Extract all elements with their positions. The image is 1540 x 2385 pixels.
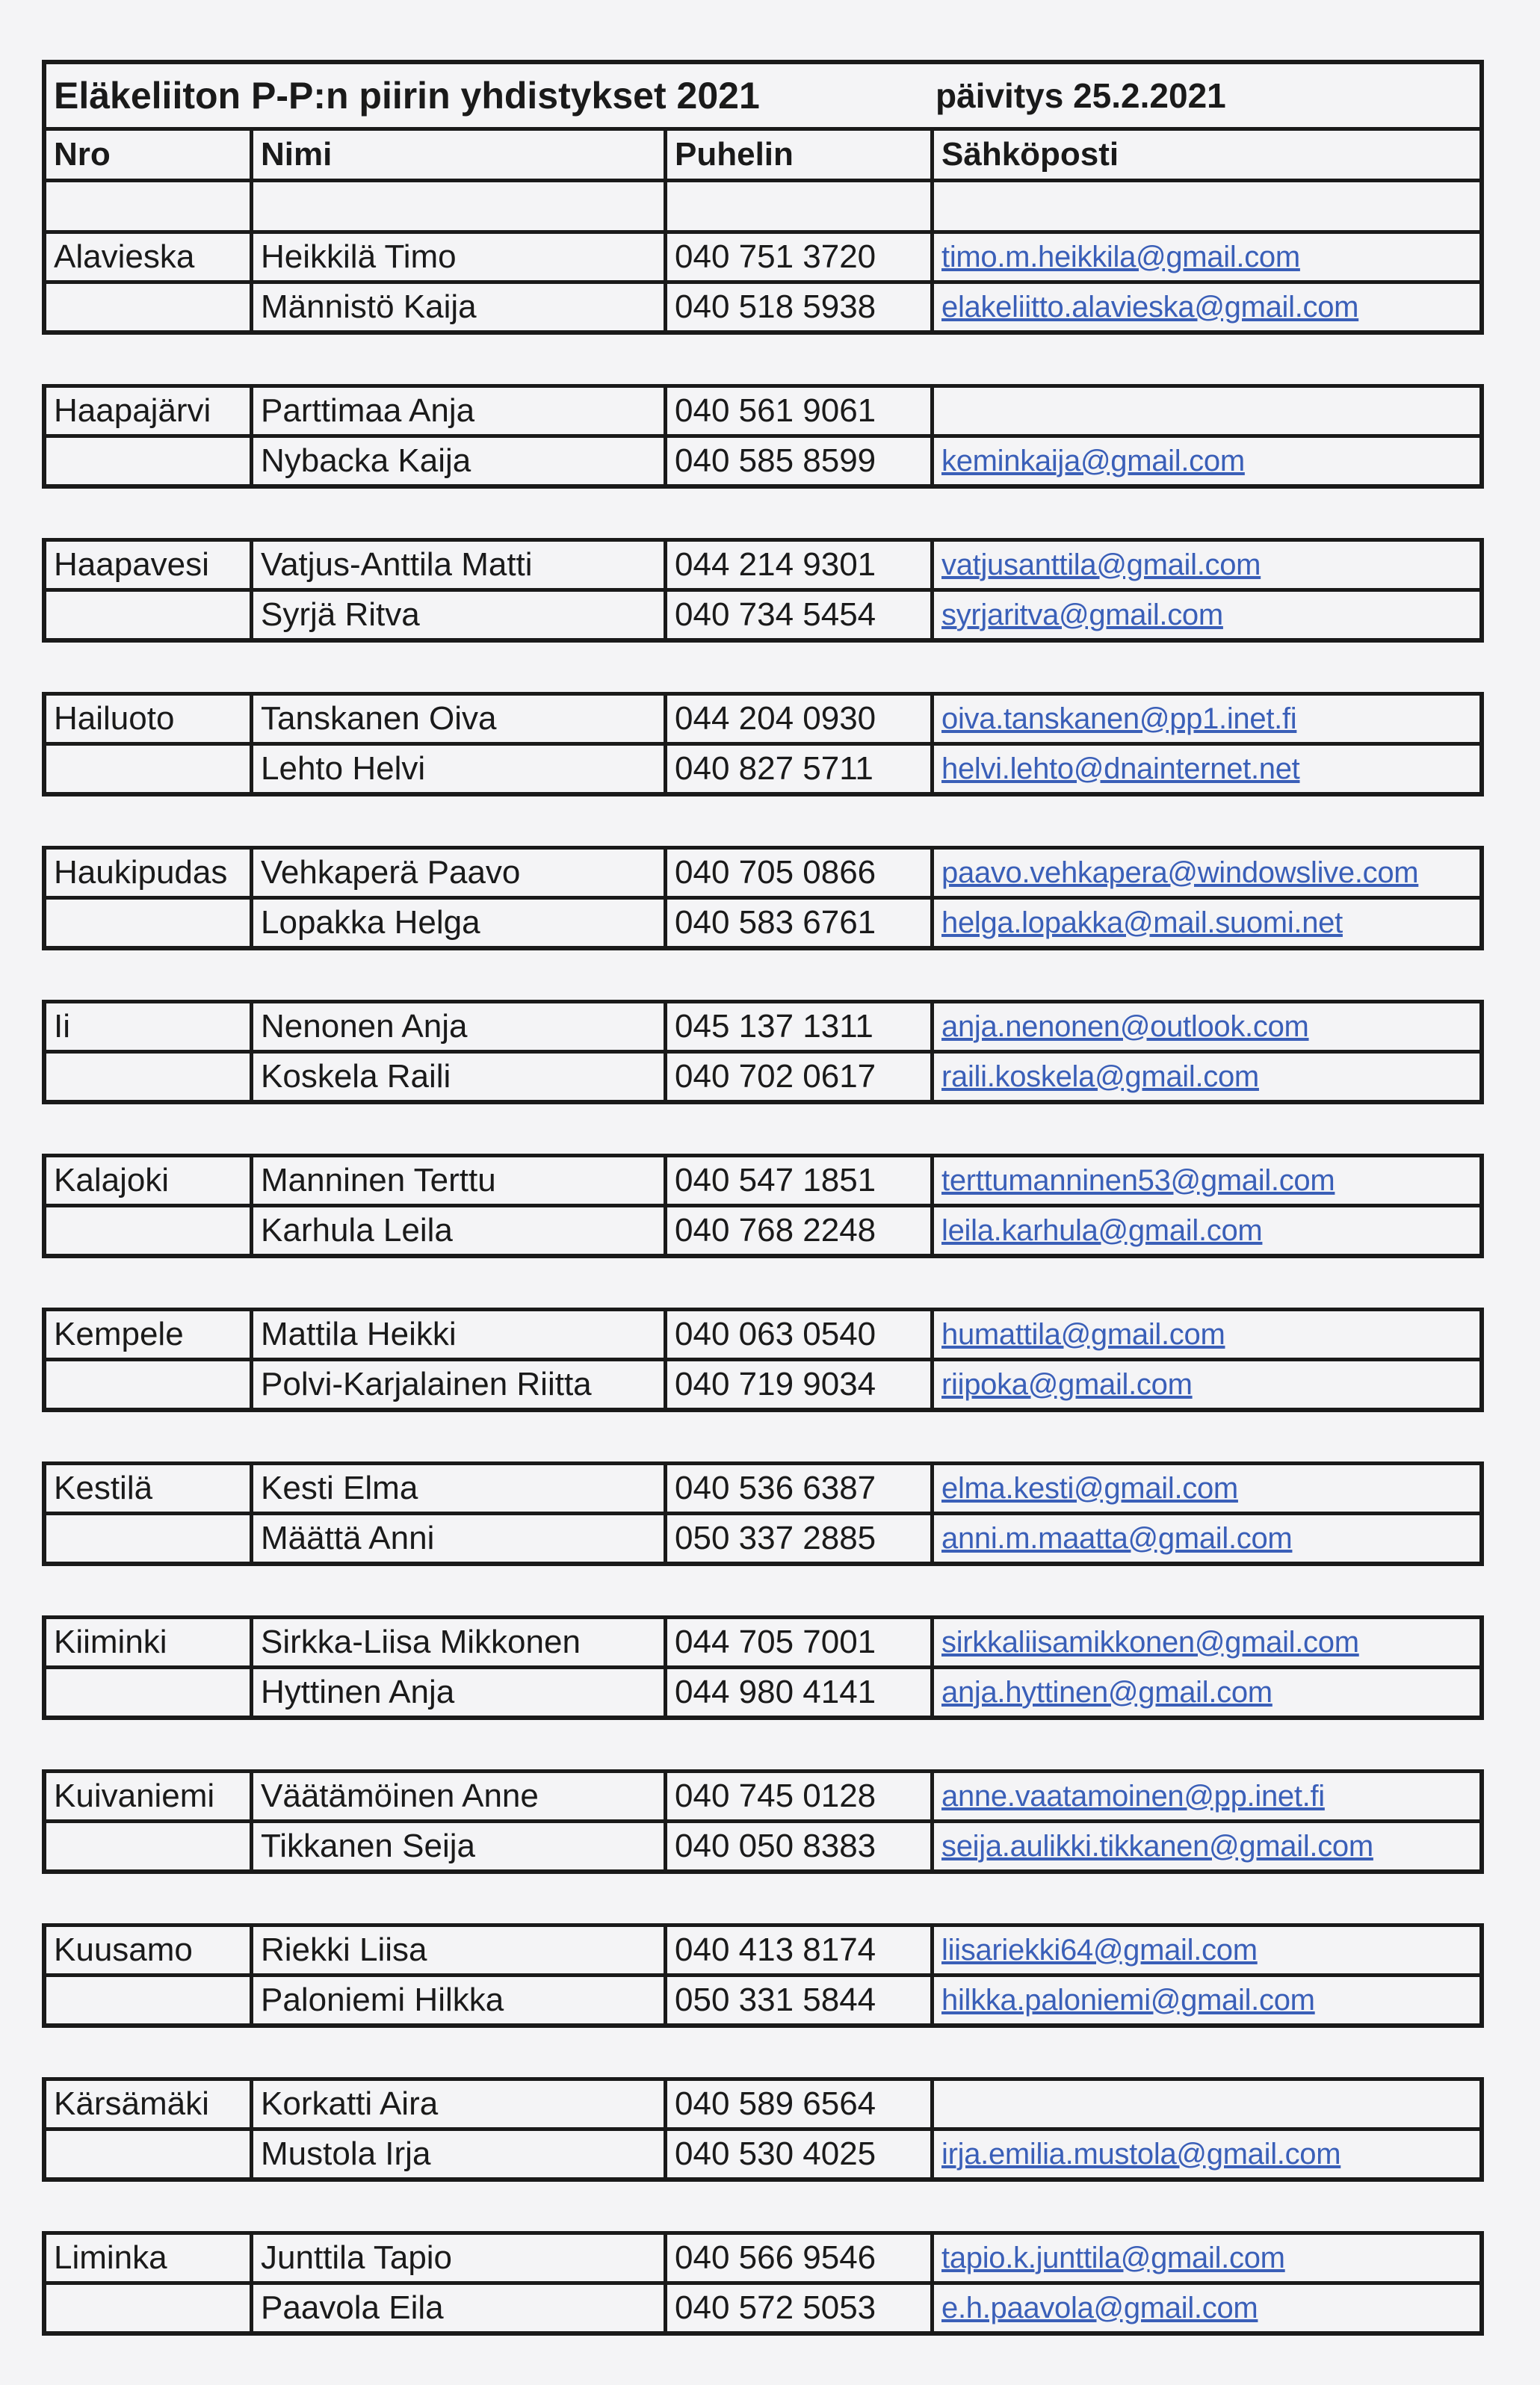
empty-cell bbox=[46, 900, 253, 946]
email-cell bbox=[934, 1823, 1479, 1869]
email-cell bbox=[934, 746, 1479, 792]
table-row bbox=[46, 1515, 1479, 1562]
update-date: päivitys 25.2.2021 bbox=[936, 76, 1226, 115]
email-link[interactable]: timo.m.heikkila@gmail.com bbox=[941, 240, 1300, 273]
person-name: Männistö Kaija bbox=[253, 284, 667, 330]
email-cell bbox=[934, 542, 1479, 588]
email-link[interactable]: e.h.paavola@gmail.com bbox=[941, 2291, 1258, 2324]
association-name: Alavieska bbox=[46, 234, 253, 280]
email-link[interactable]: paavo.vehkapera@windowslive.com bbox=[941, 856, 1419, 889]
association-group bbox=[42, 846, 1484, 950]
email-link[interactable]: terttumanninen53@gmail.com bbox=[941, 1163, 1335, 1197]
person-name: Koskela Raili bbox=[253, 1054, 667, 1100]
phone-number: 040 719 9034 bbox=[667, 1361, 934, 1408]
table-row bbox=[46, 1823, 1479, 1869]
table-row bbox=[46, 284, 1479, 330]
email-link[interactable]: anni.m.maatta@gmail.com bbox=[941, 1521, 1293, 1555]
empty-cell bbox=[253, 182, 667, 230]
association-groups bbox=[42, 234, 1484, 2336]
association-group bbox=[42, 2231, 1484, 2336]
person-name: Karhula Leila bbox=[253, 1207, 667, 1254]
email-link[interactable]: humattila@gmail.com bbox=[941, 1317, 1225, 1351]
email-link[interactable]: anne.vaatamoinen@pp.inet.fi bbox=[941, 1779, 1325, 1813]
phone-number: 040 536 6387 bbox=[667, 1465, 934, 1512]
email-cell bbox=[934, 284, 1479, 330]
association-contact-sheet bbox=[42, 60, 1484, 2385]
column-header-row bbox=[46, 131, 1479, 182]
email-cell bbox=[934, 850, 1479, 896]
table-row bbox=[46, 1669, 1479, 1716]
email-cell bbox=[934, 1157, 1479, 1204]
empty-cell bbox=[46, 2131, 253, 2177]
phone-number: 040 705 0866 bbox=[667, 850, 934, 896]
empty-cell bbox=[46, 1054, 253, 1100]
person-name: Vatjus-Anttila Matti bbox=[253, 542, 667, 588]
association-name: Kärsämäki bbox=[46, 2081, 253, 2127]
email-cell bbox=[934, 1311, 1479, 1358]
email-cell bbox=[934, 1669, 1479, 1716]
email-link[interactable]: elakeliitto.alavieska@gmail.com bbox=[941, 290, 1359, 324]
phone-number: 040 547 1851 bbox=[667, 1157, 934, 1204]
association-name: Kuivaniemi bbox=[46, 1773, 253, 1819]
person-name: Heikkilä Timo bbox=[253, 234, 667, 280]
email-link[interactable]: oiva.tanskanen@pp1.inet.fi bbox=[941, 702, 1297, 735]
person-name: Vehkaperä Paavo bbox=[253, 850, 667, 896]
empty-cell bbox=[46, 592, 253, 638]
document-title: Eläkeliiton P-P:n piirin yhdistykset 2021 bbox=[54, 75, 760, 117]
association-group bbox=[42, 1923, 1484, 2028]
table-row bbox=[46, 1773, 1479, 1823]
email-link[interactable]: vatjusanttila@gmail.com bbox=[941, 548, 1261, 581]
association-name: Kestilä bbox=[46, 1465, 253, 1512]
table-row bbox=[46, 438, 1479, 484]
table-row bbox=[46, 1003, 1479, 1054]
table-row bbox=[46, 1157, 1479, 1207]
table-row bbox=[46, 900, 1479, 946]
person-name: Lehto Helvi bbox=[253, 746, 667, 792]
email-link[interactable]: anja.hyttinen@gmail.com bbox=[941, 1675, 1272, 1709]
email-cell bbox=[934, 1003, 1479, 1050]
table-row bbox=[46, 696, 1479, 746]
association-group bbox=[42, 2077, 1484, 2182]
email-link[interactable]: raili.koskela@gmail.com bbox=[941, 1060, 1259, 1093]
column-header-nimi: Nimi bbox=[253, 131, 667, 179]
phone-number: 040 063 0540 bbox=[667, 1311, 934, 1358]
person-name: Määttä Anni bbox=[253, 1515, 667, 1562]
email-link[interactable]: liisariekki64@gmail.com bbox=[941, 1933, 1258, 1967]
table-header bbox=[42, 60, 1484, 234]
empty-cell bbox=[46, 182, 253, 230]
email-link[interactable]: anja.nenonen@outlook.com bbox=[941, 1009, 1309, 1043]
table-row bbox=[46, 1619, 1479, 1669]
person-name: Kesti Elma bbox=[253, 1465, 667, 1512]
email-cell bbox=[934, 2235, 1479, 2281]
table-row bbox=[46, 2235, 1479, 2285]
email-link[interactable]: helvi.lehto@dnainternet.net bbox=[941, 752, 1300, 785]
association-group bbox=[42, 1615, 1484, 1720]
phone-number: 044 204 0930 bbox=[667, 696, 934, 742]
association-group bbox=[42, 1461, 1484, 1566]
table-row bbox=[46, 1977, 1479, 2023]
association-name: Kiiminki bbox=[46, 1619, 253, 1665]
phone-number: 040 530 4025 bbox=[667, 2131, 934, 2177]
email-link[interactable]: elma.kesti@gmail.com bbox=[941, 1471, 1238, 1505]
association-name: Hailuoto bbox=[46, 696, 253, 742]
email-link[interactable]: riipoka@gmail.com bbox=[941, 1367, 1193, 1401]
email-cell bbox=[934, 696, 1479, 742]
email-cell bbox=[934, 1977, 1479, 2023]
empty-cell bbox=[46, 284, 253, 330]
association-name: Haapavesi bbox=[46, 542, 253, 588]
email-cell bbox=[934, 2131, 1479, 2177]
phone-number: 040 768 2248 bbox=[667, 1207, 934, 1254]
email-link[interactable]: sirkkaliisamikkonen@gmail.com bbox=[941, 1625, 1359, 1659]
empty-row bbox=[46, 182, 1479, 234]
email-link[interactable]: keminkaija@gmail.com bbox=[941, 444, 1245, 477]
email-cell bbox=[934, 1465, 1479, 1512]
phone-number: 044 705 7001 bbox=[667, 1619, 934, 1665]
table-row bbox=[46, 2285, 1479, 2331]
table-row bbox=[46, 234, 1479, 284]
association-group bbox=[42, 1154, 1484, 1258]
email-link[interactable]: irja.emilia.mustola@gmail.com bbox=[941, 2137, 1341, 2171]
association-group bbox=[42, 234, 1484, 335]
phone-number: 040 572 5053 bbox=[667, 2285, 934, 2331]
person-name: Polvi-Karjalainen Riitta bbox=[253, 1361, 667, 1408]
phone-number: 040 702 0617 bbox=[667, 1054, 934, 1100]
association-name: Kuusamo bbox=[46, 1927, 253, 1973]
table-row bbox=[46, 1311, 1479, 1361]
table-row bbox=[46, 1465, 1479, 1515]
empty-cell bbox=[667, 182, 934, 230]
association-group bbox=[42, 1308, 1484, 1412]
association-group bbox=[42, 1769, 1484, 1874]
table-row bbox=[46, 1927, 1479, 1977]
association-name: Ii bbox=[46, 1003, 253, 1050]
phone-number: 040 585 8599 bbox=[667, 438, 934, 484]
email-link[interactable]: syrjaritva@gmail.com bbox=[941, 598, 1223, 631]
table-row bbox=[46, 2081, 1479, 2131]
phone-number: 040 734 5454 bbox=[667, 592, 934, 638]
person-name: Syrjä Ritva bbox=[253, 592, 667, 638]
table-row bbox=[46, 1054, 1479, 1100]
empty-cell bbox=[934, 182, 1479, 230]
person-name: Väätämöinen Anne bbox=[253, 1773, 667, 1819]
email-cell bbox=[934, 1773, 1479, 1819]
empty-cell bbox=[46, 1823, 253, 1869]
phone-number: 044 214 9301 bbox=[667, 542, 934, 588]
empty-cell bbox=[46, 1515, 253, 1562]
association-name: Liminka bbox=[46, 2235, 253, 2281]
person-name: Mustola Irja bbox=[253, 2131, 667, 2177]
email-link[interactable]: hilkka.paloniemi@gmail.com bbox=[941, 1983, 1315, 2017]
email-cell bbox=[934, 388, 1479, 434]
empty-cell bbox=[46, 1207, 253, 1254]
column-header-sahkoposti: Sähköposti bbox=[941, 136, 1119, 173]
table-row bbox=[46, 850, 1479, 900]
email-cell bbox=[934, 2285, 1479, 2331]
email-cell bbox=[934, 438, 1479, 484]
association-group bbox=[42, 1000, 1484, 1104]
table-row bbox=[46, 388, 1479, 438]
person-name: Nybacka Kaija bbox=[253, 438, 667, 484]
phone-number: 050 337 2885 bbox=[667, 1515, 934, 1562]
association-name: Haapajärvi bbox=[46, 388, 253, 434]
title-row bbox=[46, 64, 1479, 131]
person-name: Korkatti Aira bbox=[253, 2081, 667, 2127]
phone-number: 040 751 3720 bbox=[667, 234, 934, 280]
person-name: Tikkanen Seija bbox=[253, 1823, 667, 1869]
email-cell bbox=[934, 592, 1479, 638]
email-cell bbox=[934, 900, 1479, 946]
email-cell bbox=[934, 234, 1479, 280]
phone-number: 040 589 6564 bbox=[667, 2081, 934, 2127]
phone-number: 044 980 4141 bbox=[667, 1669, 934, 1716]
email-link[interactable]: tapio.k.junttila@gmail.com bbox=[941, 2241, 1285, 2274]
person-name: Mattila Heikki bbox=[253, 1311, 667, 1358]
person-name: Manninen Terttu bbox=[253, 1157, 667, 1204]
table-row bbox=[46, 2131, 1479, 2177]
empty-cell bbox=[46, 2285, 253, 2331]
person-name: Nenonen Anja bbox=[253, 1003, 667, 1050]
email-cell bbox=[934, 1619, 1479, 1665]
person-name: Riekki Liisa bbox=[253, 1927, 667, 1973]
phone-number: 040 583 6761 bbox=[667, 900, 934, 946]
phone-number: 040 566 9546 bbox=[667, 2235, 934, 2281]
empty-cell bbox=[46, 1977, 253, 2023]
phone-number: 040 518 5938 bbox=[667, 284, 934, 330]
phone-number: 040 745 0128 bbox=[667, 1773, 934, 1819]
person-name: Tanskanen Oiva bbox=[253, 696, 667, 742]
association-name: Kalajoki bbox=[46, 1157, 253, 1204]
table-row bbox=[46, 1207, 1479, 1254]
email-cell bbox=[934, 2081, 1479, 2127]
association-group bbox=[42, 692, 1484, 796]
empty-cell bbox=[46, 1669, 253, 1716]
person-name: Hyttinen Anja bbox=[253, 1669, 667, 1716]
person-name: Paavola Eila bbox=[253, 2285, 667, 2331]
table-row bbox=[46, 542, 1479, 592]
empty-cell bbox=[46, 438, 253, 484]
person-name: Paloniemi Hilkka bbox=[253, 1977, 667, 2023]
person-name: Parttimaa Anja bbox=[253, 388, 667, 434]
phone-number: 040 561 9061 bbox=[667, 388, 934, 434]
association-group bbox=[42, 384, 1484, 489]
phone-number: 040 827 5711 bbox=[667, 746, 934, 792]
person-name: Sirkka-Liisa Mikkonen bbox=[253, 1619, 667, 1665]
person-name: Lopakka Helga bbox=[253, 900, 667, 946]
email-cell bbox=[934, 1207, 1479, 1254]
email-cell bbox=[934, 1054, 1479, 1100]
email-cell bbox=[934, 1361, 1479, 1408]
email-link[interactable]: seija.aulikki.tikkanen@gmail.com bbox=[941, 1829, 1373, 1863]
association-group bbox=[42, 538, 1484, 643]
column-header-nro: Nro bbox=[46, 131, 253, 179]
association-name: Haukipudas bbox=[46, 850, 253, 896]
phone-number: 045 137 1311 bbox=[667, 1003, 934, 1050]
phone-number: 050 331 5844 bbox=[667, 1977, 934, 2023]
email-link[interactable]: helga.lopakka@mail.suomi.net bbox=[941, 906, 1343, 939]
email-cell bbox=[934, 1515, 1479, 1562]
phone-number: 040 413 8174 bbox=[667, 1927, 934, 1973]
table-row bbox=[46, 1361, 1479, 1408]
column-header-puhelin: Puhelin bbox=[667, 131, 934, 179]
person-name: Junttila Tapio bbox=[253, 2235, 667, 2281]
email-cell bbox=[934, 1927, 1479, 1973]
empty-cell bbox=[46, 1361, 253, 1408]
table-row bbox=[46, 746, 1479, 792]
phone-number: 040 050 8383 bbox=[667, 1823, 934, 1869]
empty-cell bbox=[46, 746, 253, 792]
association-name: Kempele bbox=[46, 1311, 253, 1358]
email-link[interactable]: leila.karhula@gmail.com bbox=[941, 1213, 1263, 1247]
table-row bbox=[46, 592, 1479, 638]
